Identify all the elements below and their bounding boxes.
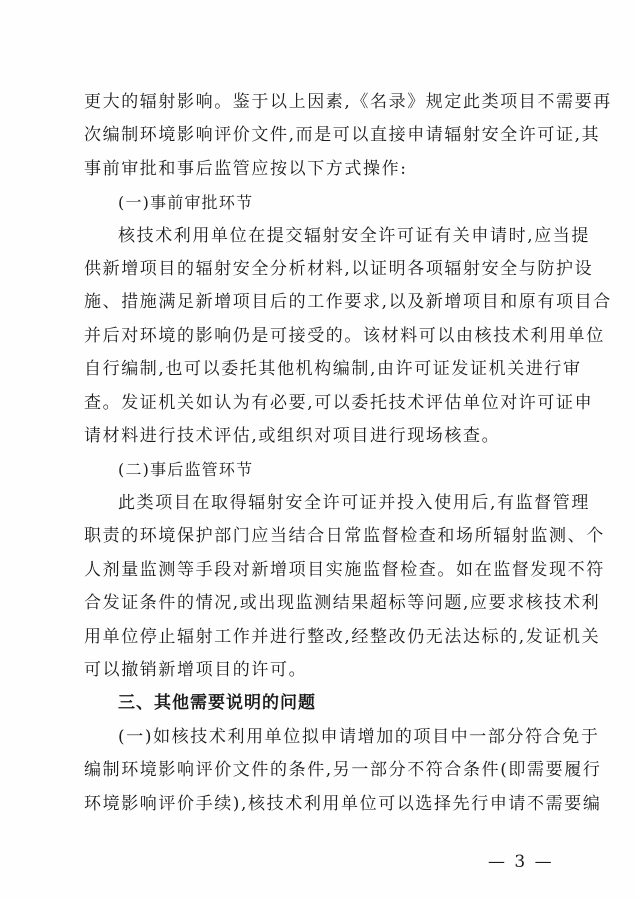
text-line: 请材料进行技术评估,或组织对项目进行现场核查。	[84, 426, 501, 447]
text-line: 编制环境影响评价文件的条件,另一部分不符合条件(即需要履行	[84, 760, 602, 781]
text-line: 施、措施满足新增项目后的工作要求,以及新增项目和原有项目合	[84, 292, 612, 313]
body-text	[84, 86, 612, 821]
text-line: 可以撤销新增项目的许可。	[84, 659, 308, 680]
paragraph-start: 核技术利用单位在提交辐射安全许可证有关申请时,应当提	[118, 225, 591, 246]
text-line: 更大的辐射影响。鉴于以上因素,《名录》规定此类项目不需要再	[84, 92, 612, 112]
paragraph-start: 此类项目在取得辐射安全许可证并投入使用后,有监督管理	[118, 492, 591, 513]
text-line: 环境影响评价手续),核技术利用单位可以选择先行申请不需要编	[84, 793, 602, 814]
text-line: 人剂量监测等手段对新增项目实施监督检查。如在监督发现不符	[84, 559, 605, 580]
text-line: 自行编制,也可以委托其他机构编制,由许可证发证机关进行审	[84, 359, 582, 380]
text-line: 事前审批和事后监管应按以下方式操作:	[84, 158, 408, 179]
text-line: 用单位停止辐射工作并进行整改,经整改仍无法达标的,发证机关	[84, 626, 601, 647]
text-line: 职责的环境保护部门应当结合日常监督检查和场所辐射监测、个	[84, 526, 605, 547]
text-line: 并后对环境的影响仍是可接受的。该材料可以由核技术利用单位	[84, 325, 605, 346]
paragraph-start: (一)如核技术利用单位拟申请增加的项目中一部分符合免于	[118, 726, 600, 747]
text-line: 查。发证机关如认为有必要,可以委托技术评估单位对许可证申	[84, 392, 594, 413]
text-line: 次编制环境影响评价文件,而是可以直接申请辐射安全许可证,其	[84, 125, 601, 146]
text-line: 合发证条件的情况,或出现监测结果超标等问题,应要求核技术利	[84, 593, 601, 614]
subsection-heading-pre-approval: (一)事前审批环节	[118, 193, 254, 213]
page-number: — 3 —	[488, 852, 554, 872]
section-heading-other-issues: 三、其他需要说明的问题	[118, 693, 316, 714]
text-line: 供新增项目的辐射安全分析材料,以证明各项辐射安全与防护设	[84, 259, 594, 280]
subsection-heading-post-supervision: (二)事后监管环节	[118, 460, 254, 480]
